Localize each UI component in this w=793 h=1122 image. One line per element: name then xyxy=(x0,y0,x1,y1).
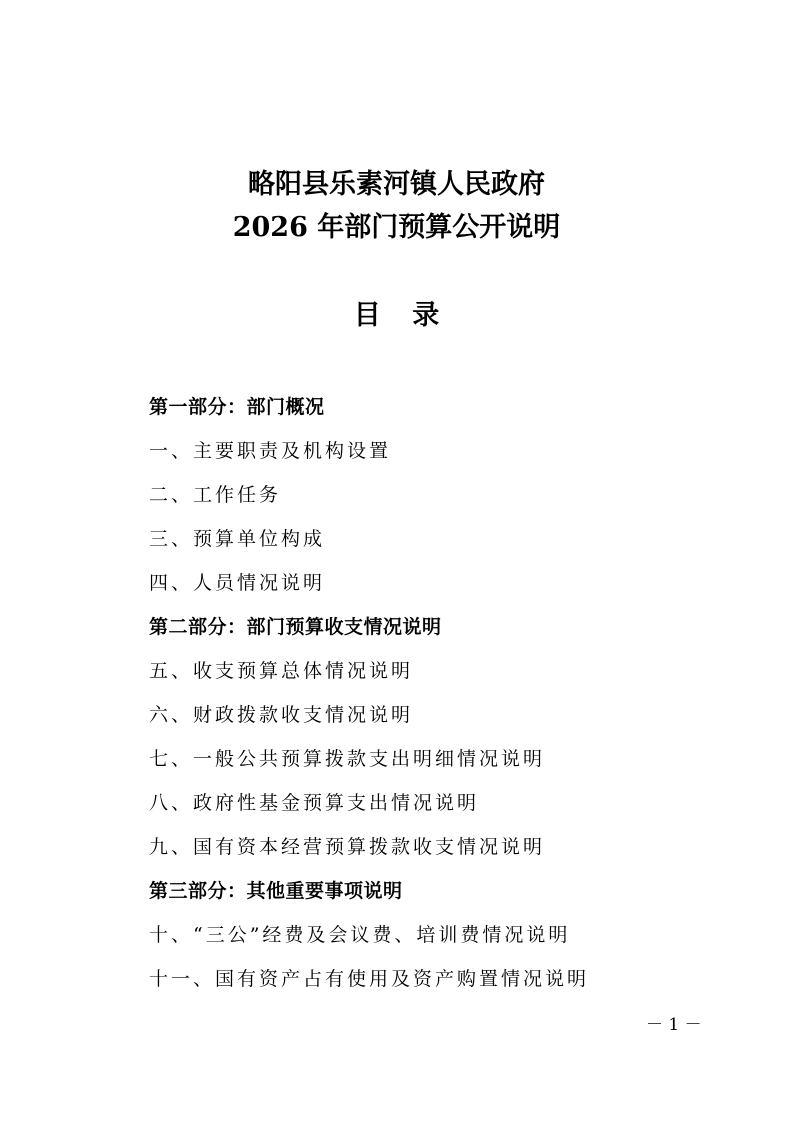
toc-section-item: 一、主要职责及机构设置 xyxy=(149,440,392,462)
toc-section-item: 八、政府性基金预算支出情况说明 xyxy=(149,792,480,814)
toc-section-item: 三、预算单位构成 xyxy=(149,528,326,550)
document-title-line-1: 略阳县乐素河镇人民政府 xyxy=(248,169,545,200)
toc-section-item: 四、人员情况说明 xyxy=(149,572,326,594)
toc-section-item: 九、国有资本经营预算拨款收支情况说明 xyxy=(149,836,546,858)
toc-part-heading: 第三部分：其他重要事项说明 xyxy=(149,880,403,902)
toc-section-item: 五、收支预算总体情况说明 xyxy=(149,660,414,682)
document-title-line-2: 2026 年部门预算公开说明 xyxy=(232,212,561,243)
table-of-contents-heading: 目 录 xyxy=(353,300,440,331)
toc-section-item: 十、“三公”经费及会议费、培训费情况说明 xyxy=(149,924,571,946)
toc-section-item: 六、财政拨款收支情况说明 xyxy=(149,704,414,726)
toc-section-item: 七、一般公共预算拨款支出明细情况说明 xyxy=(149,748,546,770)
toc-part-heading: 第一部分：部门概况 xyxy=(149,396,325,418)
toc-section-item: 十一、国有资产占有使用及资产购置情况说明 xyxy=(149,968,590,990)
page-number: － 1 － xyxy=(646,1015,702,1035)
table-of-contents xyxy=(149,391,709,1007)
toc-section-item: 二、工作任务 xyxy=(149,484,282,506)
toc-part-heading: 第二部分：部门预算收支情况说明 xyxy=(149,616,442,638)
